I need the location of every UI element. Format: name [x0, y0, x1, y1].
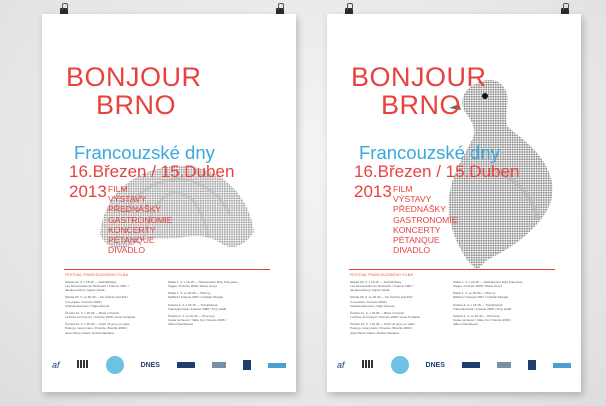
poster-year: 2013	[69, 182, 107, 201]
program-list	[108, 184, 172, 255]
poster-dates: 16.Březen / 15.Duben	[69, 162, 235, 181]
program-item: DIVADLO	[393, 245, 431, 256]
schedule-item: Pátek 1. 4. v 18.15 — Nebezpečné libky Françoise Sagan / Francie 2008 / Diane Kurys	[168, 280, 238, 289]
poster-subtitle: Francouzské dny	[74, 142, 215, 163]
program-item: PÉTANQUE	[393, 235, 440, 246]
dnes-logo: DNES	[425, 361, 445, 369]
poster-title: BONJOUR BRNO	[66, 62, 202, 120]
sponsor-logo	[553, 363, 571, 368]
sponsor-logo	[268, 363, 286, 368]
schedule-item: Sobota 2. 4. ve 20.30 — Přes kop Cesta na Sever / Valle, Fér, Francie 2006 / Alibeu Kaurisfeest	[453, 314, 512, 327]
sponsor-logo	[362, 360, 374, 370]
alliance-francaise-logo: af	[337, 360, 345, 370]
schedule-item: Čtvrtek 21. 3. v 18.30 — Bitva o Francii La Prise du Pouvoir / Francie 2009 / Anne Fontaine	[350, 310, 421, 320]
sponsor-logo	[77, 360, 89, 370]
schedule-item: Sobota 2. 4. ve 20.30 — Přes kop Cesta na Sever / Valle, Fér, Francie 2006 / Alibeu Kaurisfeest	[168, 314, 227, 327]
schedule-item: Čtvrtek 21. 3. v 20.30 — Když už jsme ve válce Pokoj je moje jméno / Francie, Brazílie 2009 / Jean-Pierre Claud, Andréa Santana	[350, 322, 415, 335]
program-item: FILM	[393, 184, 413, 194]
sponsor-logo	[177, 362, 195, 368]
program-item: KONCERTY	[108, 224, 156, 235]
program-item: DIVADLO	[108, 245, 146, 256]
program-list	[393, 184, 457, 255]
poster-year: 2013	[354, 182, 392, 201]
poster-dates: 16.Březen / 15.Duben	[354, 162, 520, 181]
schedule-item: Pátek 1. 4. ve 20.30 — Plán vy Mefféra / Francie 2007 / Cristian Mungiu	[168, 291, 224, 300]
schedule-column	[65, 280, 163, 338]
schedule-item: Čtvrtek 21. 3. v 18.30 — Bitva o Francii La Prise du Pouvoir / Francie 2009 / Anne Fontaine	[65, 310, 136, 320]
poster-subtitle: Francouzské dny	[359, 142, 500, 163]
sponsor-logo	[106, 356, 124, 374]
program-item: PŘEDNÁŠKY	[108, 204, 162, 215]
sponsor-logo	[462, 362, 480, 368]
sponsor-logo	[243, 360, 251, 370]
sponsor-logos	[337, 352, 571, 378]
program-item: KONCERTY	[393, 224, 441, 235]
program-item: FILM	[108, 184, 128, 194]
program-item: VÝSTAVY	[393, 194, 432, 205]
program-item: GASTRONOMIE	[393, 214, 458, 225]
schedule-item: Sobota 2. 4. v 18.15 — Tramplavina Trampolínovka / Francie 2008 / Tony Gatlif	[453, 302, 512, 311]
schedule-column	[453, 280, 551, 330]
festival-label: FESTIVAL FRANCOUZSKÉHO FILMU	[65, 273, 129, 277]
festival-label: FESTIVAL FRANCOUZSKÉHO FILMU	[350, 273, 414, 277]
schedule-item: Středa 20. 3. ve 20.30 — Do hvězdy pod kůží Il se passe / Francie 2000 / Chantal Akerman / Olga Cinema	[350, 295, 413, 308]
sponsor-logo	[528, 360, 536, 370]
schedule-column	[350, 280, 448, 338]
sponsor-logo	[391, 356, 409, 374]
poster-croissant	[42, 14, 296, 392]
poster-pigeon	[327, 14, 581, 392]
sponsor-logos	[52, 352, 286, 378]
schedule-item: Středa 20. 3. v 18.15 — Sedmikrásky Les Demoiselles de Rochefort / Francie 1967 / Jacques Demy, Agnès Varda	[350, 280, 414, 293]
schedule-column	[168, 280, 266, 330]
schedule-item: Pátek 1. 4. ve 20.30 — Plán vy Mefféra / Francie 2007 / Cristian Mungiu	[453, 291, 509, 300]
schedule-item: Sobota 2. 4. v 18.15 — Tramplavina Trampolínovka / Francie 2008 / Tony Gatlif	[168, 302, 227, 311]
program-item: PÉTANQUE	[108, 235, 155, 246]
schedule-item: Pátek 1. 4. v 18.15 — Nebezpečné libky Françoise Sagan / Francie 2008 / Diane Kurys	[453, 280, 523, 289]
alliance-francaise-logo: af	[52, 360, 60, 370]
schedule-item: Čtvrtek 21. 3. v 20.30 — Když už jsme ve válce Pokoj je moje jméno / Francie, Brazílie 2009 / Jean-Pierre Claud, Andréa Santana	[65, 322, 130, 335]
program-item: PŘEDNÁŠKY	[393, 204, 447, 215]
program-item: VÝSTAVY	[108, 194, 147, 205]
sponsor-logo	[212, 362, 226, 368]
schedule-item: Středa 20. 3. v 18.15 — Sedmikrásky Les Demoiselles de Rochefort / Francie 1967 / Jacques Demy, Agnès Varda	[65, 280, 129, 293]
poster-title: BONJOUR BRNO	[351, 62, 487, 120]
program-item: GASTRONOMIE	[108, 214, 173, 225]
dnes-logo: DNES	[140, 361, 160, 369]
schedule-item: Středa 20. 3. ve 20.30 — Do hvězdy pod kůží Il se passe / Francie 2000 / Chantal Akerman / Olga Cinema	[65, 295, 128, 308]
sponsor-logo	[497, 362, 511, 368]
